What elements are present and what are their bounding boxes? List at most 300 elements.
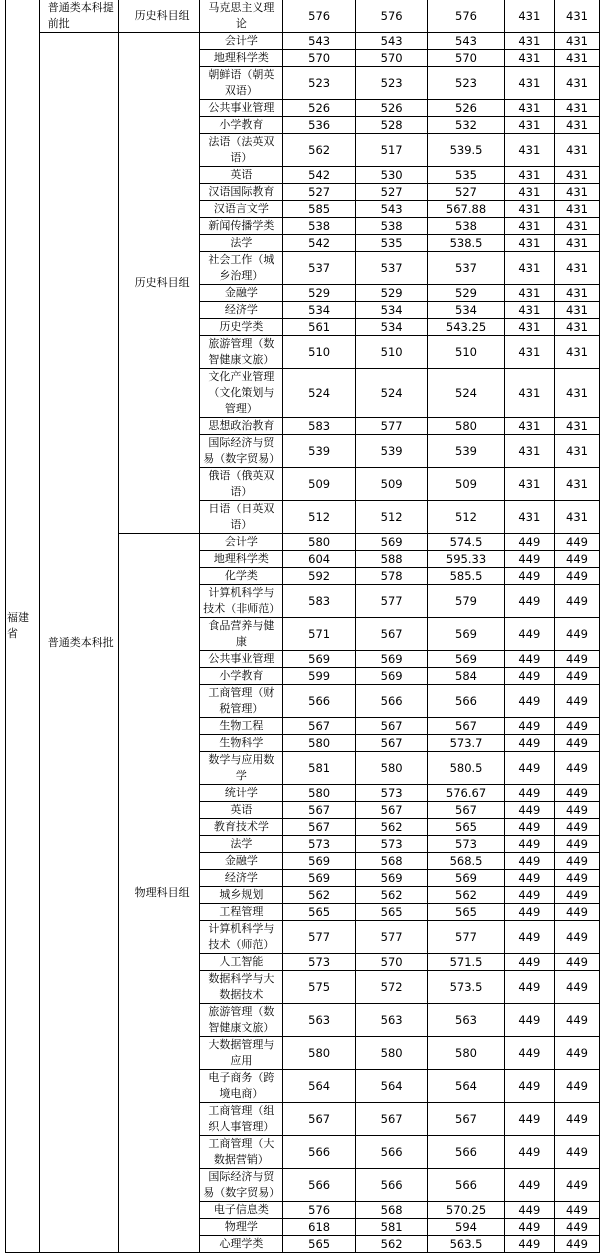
major-cell: 工商管理（财税管理） [200, 685, 283, 718]
control-line-cell: 449 [504, 954, 554, 971]
control-line-cell: 431 [554, 50, 599, 67]
control-line-cell: 431 [554, 285, 599, 302]
control-line-cell: 431 [504, 167, 554, 184]
avg-score-cell: 564 [428, 1070, 504, 1103]
max-score-cell: 529 [283, 285, 355, 302]
control-line-cell: 449 [554, 1169, 599, 1202]
avg-score-cell: 539 [428, 435, 504, 468]
max-score-cell: 585 [283, 201, 355, 218]
control-line-cell: 449 [504, 785, 554, 802]
min-score-cell: 581 [355, 1219, 427, 1236]
avg-score-cell: 570.25 [428, 1202, 504, 1219]
avg-score-cell: 573.7 [428, 735, 504, 752]
control-line-cell: 431 [504, 0, 554, 33]
control-line-cell: 431 [554, 117, 599, 134]
min-score-cell: 517 [355, 134, 427, 167]
control-line-cell: 449 [504, 1202, 554, 1219]
control-line-cell: 431 [504, 501, 554, 534]
max-score-cell: 562 [283, 887, 355, 904]
max-score-cell: 580 [283, 735, 355, 752]
max-score-cell: 510 [283, 336, 355, 369]
control-line-cell: 431 [554, 418, 599, 435]
control-line-cell: 449 [554, 870, 599, 887]
min-score-cell: 538 [355, 218, 427, 235]
control-line-cell: 431 [504, 184, 554, 201]
control-line-cell: 431 [554, 235, 599, 252]
major-cell: 国际经济与贸易（数字贸易） [200, 1169, 283, 1202]
avg-score-cell: 523 [428, 67, 504, 100]
major-cell: 生物科学 [200, 735, 283, 752]
major-cell: 汉语国际教育 [200, 184, 283, 201]
max-score-cell: 573 [283, 954, 355, 971]
min-score-cell: 569 [355, 651, 427, 668]
control-line-cell: 449 [504, 853, 554, 870]
control-line-cell: 431 [504, 336, 554, 369]
max-score-cell: 539 [283, 435, 355, 468]
max-score-cell: 576 [283, 0, 355, 33]
min-score-cell: 566 [355, 685, 427, 718]
min-score-cell: 567 [355, 618, 427, 651]
min-score-cell: 534 [355, 319, 427, 336]
control-line-cell: 431 [504, 319, 554, 336]
major-cell: 工商管理（组织人事管理） [200, 1103, 283, 1136]
avg-score-cell: 576 [428, 0, 504, 33]
avg-score-cell: 580.5 [428, 752, 504, 785]
control-line-cell: 449 [554, 1070, 599, 1103]
control-line-cell: 449 [504, 819, 554, 836]
avg-score-cell: 573 [428, 836, 504, 853]
major-cell: 金融学 [200, 285, 283, 302]
control-line-cell: 431 [504, 285, 554, 302]
control-line-cell: 449 [504, 904, 554, 921]
min-score-cell: 524 [355, 369, 427, 418]
major-cell: 数据科学与大数据技术 [200, 971, 283, 1004]
control-line-cell: 431 [554, 33, 599, 50]
max-score-cell: 523 [283, 67, 355, 100]
major-cell: 新闻传播学类 [200, 218, 283, 235]
control-line-cell: 431 [554, 0, 599, 33]
avg-score-cell: 565 [428, 904, 504, 921]
major-cell: 小学教育 [200, 117, 283, 134]
avg-score-cell: 567 [428, 718, 504, 735]
table-row [6, 0, 600, 33]
control-line-cell: 431 [504, 235, 554, 252]
major-cell: 公共事业管理 [200, 100, 283, 117]
major-cell: 朝鲜语（朝英双语） [200, 67, 283, 100]
max-score-cell: 562 [283, 134, 355, 167]
control-line-cell: 449 [504, 1037, 554, 1070]
major-cell: 生物工程 [200, 718, 283, 735]
subject-group-cell: 历史科目组 [118, 33, 200, 534]
control-line-cell: 449 [554, 887, 599, 904]
control-line-cell: 449 [504, 1169, 554, 1202]
min-score-cell: 572 [355, 971, 427, 1004]
max-score-cell: 526 [283, 100, 355, 117]
min-score-cell: 543 [355, 33, 427, 50]
control-line-cell: 431 [554, 218, 599, 235]
control-line-cell: 449 [554, 685, 599, 718]
avg-score-cell: 565 [428, 819, 504, 836]
avg-score-cell: 585.5 [428, 568, 504, 585]
max-score-cell: 580 [283, 1037, 355, 1070]
subject-group-cell: 历史科目组 [118, 0, 200, 33]
control-line-cell: 449 [554, 585, 599, 618]
control-line-cell: 449 [554, 853, 599, 870]
control-line-cell: 431 [504, 435, 554, 468]
min-score-cell: 529 [355, 285, 427, 302]
major-cell: 旅游管理（数智健康文旅） [200, 1004, 283, 1037]
max-score-cell: 592 [283, 568, 355, 585]
max-score-cell: 566 [283, 1169, 355, 1202]
min-score-cell: 539 [355, 435, 427, 468]
control-line-cell: 431 [504, 252, 554, 285]
control-line-cell: 449 [554, 836, 599, 853]
major-cell: 食品营养与健康 [200, 618, 283, 651]
avg-score-cell: 569 [428, 618, 504, 651]
max-score-cell: 575 [283, 971, 355, 1004]
avg-score-cell: 563 [428, 1004, 504, 1037]
control-line-cell: 449 [504, 651, 554, 668]
max-score-cell: 536 [283, 117, 355, 134]
major-cell: 经济学 [200, 870, 283, 887]
max-score-cell: 604 [283, 551, 355, 568]
major-cell: 马克思主义理论 [200, 0, 283, 33]
major-cell: 大数据管理与应用 [200, 1037, 283, 1070]
major-cell: 思想政治教育 [200, 418, 283, 435]
control-line-cell: 449 [504, 618, 554, 651]
max-score-cell: 571 [283, 618, 355, 651]
min-score-cell: 580 [355, 1037, 427, 1070]
max-score-cell: 569 [283, 870, 355, 887]
major-cell: 国际经济与贸易（数字贸易） [200, 435, 283, 468]
control-line-cell: 431 [554, 167, 599, 184]
control-line-cell: 449 [554, 819, 599, 836]
min-score-cell: 528 [355, 117, 427, 134]
avg-score-cell: 529 [428, 285, 504, 302]
control-line-cell: 449 [504, 585, 554, 618]
control-line-cell: 449 [504, 836, 554, 853]
avg-score-cell: 535 [428, 167, 504, 184]
max-score-cell: 580 [283, 534, 355, 551]
control-line-cell: 449 [554, 904, 599, 921]
min-score-cell: 564 [355, 1070, 427, 1103]
control-line-cell: 431 [504, 134, 554, 167]
avg-score-cell: 537 [428, 252, 504, 285]
major-cell: 计算机科学与技术（师范） [200, 921, 283, 954]
control-line-cell: 449 [554, 1004, 599, 1037]
max-score-cell: 570 [283, 50, 355, 67]
max-score-cell: 576 [283, 1202, 355, 1219]
control-line-cell: 449 [554, 1103, 599, 1136]
major-cell: 英语 [200, 167, 283, 184]
avg-score-cell: 524 [428, 369, 504, 418]
max-score-cell: 569 [283, 853, 355, 870]
min-score-cell: 567 [355, 718, 427, 735]
major-cell: 心理学类 [200, 1236, 283, 1253]
max-score-cell: 509 [283, 468, 355, 501]
control-line-cell: 449 [504, 551, 554, 568]
major-cell: 地理科学类 [200, 50, 283, 67]
min-score-cell: 577 [355, 585, 427, 618]
table-row [6, 33, 600, 50]
max-score-cell: 534 [283, 302, 355, 319]
control-line-cell: 431 [504, 33, 554, 50]
avg-score-cell: 569 [428, 870, 504, 887]
min-score-cell: 570 [355, 954, 427, 971]
control-line-cell: 431 [554, 67, 599, 100]
control-line-cell: 431 [554, 100, 599, 117]
min-score-cell: 578 [355, 568, 427, 585]
control-line-cell: 449 [554, 618, 599, 651]
max-score-cell: 569 [283, 651, 355, 668]
control-line-cell: 449 [504, 1070, 554, 1103]
control-line-cell: 449 [504, 752, 554, 785]
avg-score-cell: 539.5 [428, 134, 504, 167]
major-cell: 法学 [200, 235, 283, 252]
avg-score-cell: 571.5 [428, 954, 504, 971]
control-line-cell: 431 [554, 468, 599, 501]
max-score-cell: 543 [283, 33, 355, 50]
control-line-cell: 431 [504, 201, 554, 218]
avg-score-cell: 566 [428, 1169, 504, 1202]
avg-score-cell: 574.5 [428, 534, 504, 551]
min-score-cell: 568 [355, 853, 427, 870]
major-cell: 金融学 [200, 853, 283, 870]
control-line-cell: 449 [504, 887, 554, 904]
avg-score-cell: 569 [428, 651, 504, 668]
max-score-cell: 561 [283, 319, 355, 336]
max-score-cell: 537 [283, 252, 355, 285]
control-line-cell: 431 [554, 252, 599, 285]
control-line-cell: 449 [554, 802, 599, 819]
control-line-cell: 449 [504, 568, 554, 585]
avg-score-cell: 566 [428, 1136, 504, 1169]
major-cell: 会计学 [200, 33, 283, 50]
major-cell: 公共事业管理 [200, 651, 283, 668]
major-cell: 小学教育 [200, 668, 283, 685]
control-line-cell: 449 [554, 785, 599, 802]
major-cell: 工商管理（大数据营销） [200, 1136, 283, 1169]
avg-score-cell: 567.88 [428, 201, 504, 218]
major-cell: 人工智能 [200, 954, 283, 971]
max-score-cell: 573 [283, 836, 355, 853]
control-line-cell: 449 [504, 668, 554, 685]
control-line-cell: 431 [504, 67, 554, 100]
min-score-cell: 567 [355, 735, 427, 752]
min-score-cell: 588 [355, 551, 427, 568]
control-line-cell: 431 [554, 369, 599, 418]
control-line-cell: 431 [554, 134, 599, 167]
control-line-cell: 449 [504, 1103, 554, 1136]
control-line-cell: 431 [554, 435, 599, 468]
major-cell: 数学与应用数学 [200, 752, 283, 785]
control-line-cell: 431 [504, 369, 554, 418]
major-cell: 俄语（俄英双语） [200, 468, 283, 501]
control-line-cell: 449 [554, 568, 599, 585]
min-score-cell: 567 [355, 802, 427, 819]
min-score-cell: 526 [355, 100, 427, 117]
min-score-cell: 568 [355, 1202, 427, 1219]
avg-score-cell: 580 [428, 418, 504, 435]
min-score-cell: 562 [355, 819, 427, 836]
major-cell: 法学 [200, 836, 283, 853]
avg-score-cell: 594 [428, 1219, 504, 1236]
max-score-cell: 577 [283, 921, 355, 954]
control-line-cell: 449 [554, 1202, 599, 1219]
major-cell: 文化产业管理（文化策划与管理） [200, 369, 283, 418]
control-line-cell: 431 [554, 501, 599, 534]
control-line-cell: 431 [554, 201, 599, 218]
major-cell: 旅游管理（数智健康文旅） [200, 336, 283, 369]
max-score-cell: 567 [283, 1103, 355, 1136]
avg-score-cell: 510 [428, 336, 504, 369]
min-score-cell: 569 [355, 534, 427, 551]
avg-score-cell: 543.25 [428, 319, 504, 336]
control-line-cell: 449 [504, 1219, 554, 1236]
max-score-cell: 567 [283, 802, 355, 819]
avg-score-cell: 562 [428, 887, 504, 904]
avg-score-cell: 570 [428, 50, 504, 67]
major-cell: 统计学 [200, 785, 283, 802]
control-line-cell: 431 [504, 50, 554, 67]
control-line-cell: 449 [504, 1236, 554, 1253]
min-score-cell: 563 [355, 1004, 427, 1037]
min-score-cell: 576 [355, 0, 427, 33]
avg-score-cell: 563.5 [428, 1236, 504, 1253]
province-cell: 福建省 [6, 0, 40, 1253]
min-score-cell: 566 [355, 1169, 427, 1202]
min-score-cell: 570 [355, 50, 427, 67]
avg-score-cell: 538 [428, 218, 504, 235]
major-cell: 会计学 [200, 534, 283, 551]
control-line-cell: 431 [554, 184, 599, 201]
avg-score-cell: 576.67 [428, 785, 504, 802]
avg-score-cell: 567 [428, 802, 504, 819]
major-cell: 物理学 [200, 1219, 283, 1236]
major-cell: 化学类 [200, 568, 283, 585]
control-line-cell: 449 [504, 971, 554, 1004]
control-line-cell: 449 [554, 651, 599, 668]
avg-score-cell: 543 [428, 33, 504, 50]
max-score-cell: 583 [283, 585, 355, 618]
max-score-cell: 618 [283, 1219, 355, 1236]
max-score-cell: 567 [283, 718, 355, 735]
min-score-cell: 523 [355, 67, 427, 100]
max-score-cell: 580 [283, 785, 355, 802]
control-line-cell: 431 [554, 319, 599, 336]
major-cell: 英语 [200, 802, 283, 819]
max-score-cell: 581 [283, 752, 355, 785]
control-line-cell: 449 [504, 1136, 554, 1169]
control-line-cell: 449 [554, 735, 599, 752]
control-line-cell: 431 [504, 468, 554, 501]
control-line-cell: 449 [504, 1004, 554, 1037]
control-line-cell: 449 [504, 921, 554, 954]
control-line-cell: 449 [504, 718, 554, 735]
avg-score-cell: 509 [428, 468, 504, 501]
batch-cell: 普通类本科批 [39, 33, 118, 1253]
control-line-cell: 431 [504, 218, 554, 235]
major-cell: 电子信息类 [200, 1202, 283, 1219]
avg-score-cell: 577 [428, 921, 504, 954]
min-score-cell: 573 [355, 785, 427, 802]
min-score-cell: 573 [355, 836, 427, 853]
major-cell: 历史学类 [200, 319, 283, 336]
min-score-cell: 527 [355, 184, 427, 201]
major-cell: 法语（法英双语） [200, 134, 283, 167]
avg-score-cell: 527 [428, 184, 504, 201]
avg-score-cell: 579 [428, 585, 504, 618]
major-cell: 教育技术学 [200, 819, 283, 836]
min-score-cell: 535 [355, 235, 427, 252]
min-score-cell: 562 [355, 887, 427, 904]
max-score-cell: 564 [283, 1070, 355, 1103]
control-line-cell: 431 [504, 100, 554, 117]
control-line-cell: 449 [554, 954, 599, 971]
avg-score-cell: 568.5 [428, 853, 504, 870]
major-cell: 工程管理 [200, 904, 283, 921]
control-line-cell: 449 [554, 1037, 599, 1070]
min-score-cell: 562 [355, 1236, 427, 1253]
control-line-cell: 431 [504, 117, 554, 134]
avg-score-cell: 538.5 [428, 235, 504, 252]
major-cell: 社会工作（城乡治理） [200, 252, 283, 285]
avg-score-cell: 512 [428, 501, 504, 534]
max-score-cell: 524 [283, 369, 355, 418]
avg-score-cell: 526 [428, 100, 504, 117]
major-cell: 汉语言文学 [200, 201, 283, 218]
max-score-cell: 527 [283, 184, 355, 201]
max-score-cell: 567 [283, 819, 355, 836]
control-line-cell: 449 [554, 1219, 599, 1236]
control-line-cell: 449 [554, 921, 599, 954]
min-score-cell: 543 [355, 201, 427, 218]
avg-score-cell: 532 [428, 117, 504, 134]
avg-score-cell: 567 [428, 1103, 504, 1136]
min-score-cell: 567 [355, 1103, 427, 1136]
min-score-cell: 534 [355, 302, 427, 319]
avg-score-cell: 580 [428, 1037, 504, 1070]
control-line-cell: 431 [554, 336, 599, 369]
control-line-cell: 449 [554, 718, 599, 735]
max-score-cell: 512 [283, 501, 355, 534]
major-cell: 城乡规划 [200, 887, 283, 904]
max-score-cell: 566 [283, 1136, 355, 1169]
avg-score-cell: 534 [428, 302, 504, 319]
batch-cell: 普通类本科提前批 [39, 0, 118, 33]
max-score-cell: 566 [283, 685, 355, 718]
major-cell: 日语（日英双语） [200, 501, 283, 534]
min-score-cell: 530 [355, 167, 427, 184]
control-line-cell: 449 [504, 685, 554, 718]
control-line-cell: 449 [554, 752, 599, 785]
subject-group-cell: 物理科目组 [118, 534, 200, 1253]
control-line-cell: 449 [554, 534, 599, 551]
min-score-cell: 512 [355, 501, 427, 534]
max-score-cell: 599 [283, 668, 355, 685]
control-line-cell: 449 [504, 870, 554, 887]
avg-score-cell: 595.33 [428, 551, 504, 568]
max-score-cell: 583 [283, 418, 355, 435]
max-score-cell: 563 [283, 1004, 355, 1037]
avg-score-cell: 584 [428, 668, 504, 685]
avg-score-cell: 573.5 [428, 971, 504, 1004]
control-line-cell: 449 [554, 1236, 599, 1253]
control-line-cell: 449 [554, 971, 599, 1004]
control-line-cell: 449 [554, 668, 599, 685]
min-score-cell: 510 [355, 336, 427, 369]
min-score-cell: 537 [355, 252, 427, 285]
